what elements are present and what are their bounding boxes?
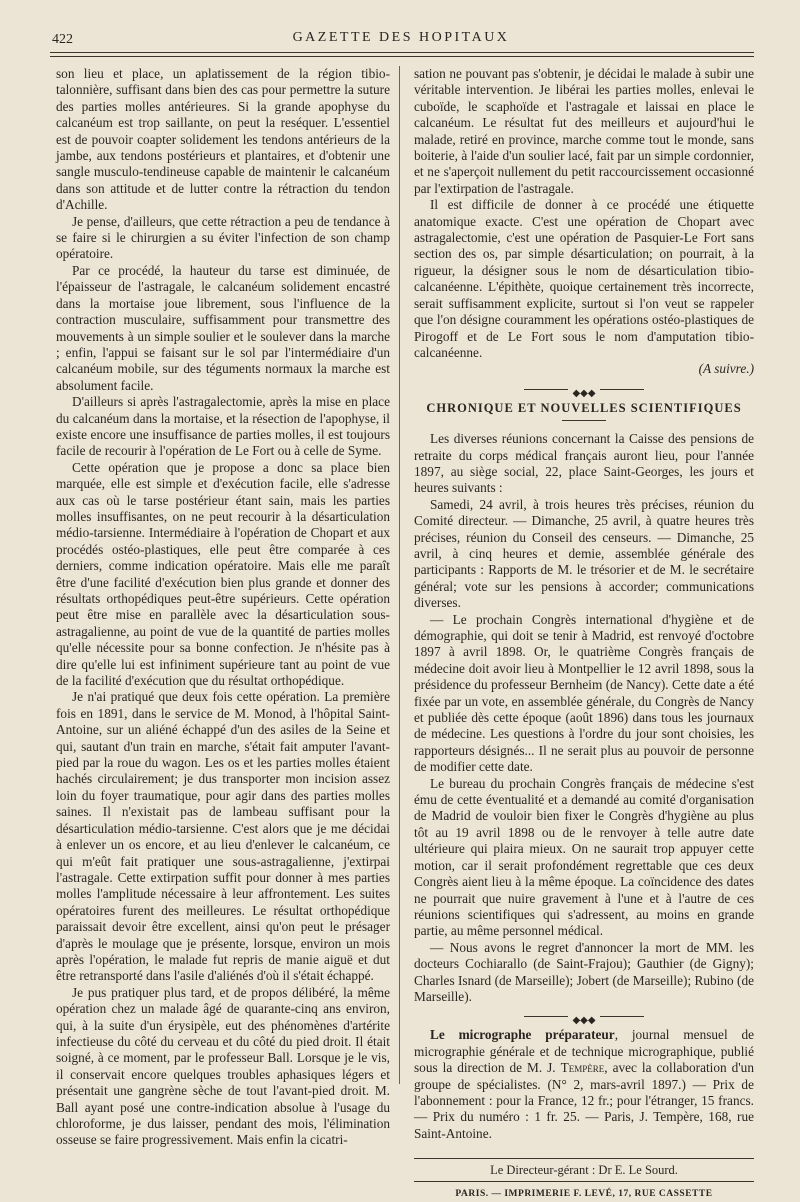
paragraph: Je pense, d'ailleurs, que cette rétraction a peu de tendance à se faire si le chirurgien a su éviter l'infection de son champ opératoire. [56,213,390,262]
section-title: CHRONIQUE ET NOUVELLES SCIENTIFIQUES [426,400,742,415]
journal-title: GAZETTE DES HOPITAUX [292,30,510,45]
paragraph: Par ce procédé, la hauteur du tarse est diminuée, de l'épaisseur de l'astragale, le calcanéum solidement encastré dans la mortaise joue librement, sous l'influence de la contraction musculaire, suffisamment pour transmettre des mouvements à un simple soulier et le soulever dans la marche ; enfin, l'appui se faisant sur le sol par l'intermédiaire d'un calcanéum mobile, sur des téguments normaux la marche est absolument facile. [56,262,390,393]
header-rule [50,52,754,53]
paragraph: Cette opération que je propose a donc sa place bien marquée, elle est simple et d'exécution facile, elle s'adresse aux cas où le tarse postérieur étant sain, mais les parties molles insuffisantes, on ne peut recourir à la désarticulation médio-tarsienne. Intermédiaire à l'opération de Chopart et aux procédés ostéo-plastiques, elle peut être comparée à ces derniers, comme indication opératoire. Mais elle me paraît être d'une facilité d'exécution bien plus grande et donner des résultats orthopédiques peut-être supérieurs. Cette opération peut être mise en parallèle avec la désarticulation sous-astragalienne, au point de vue de la quantité de parties molles qu'elle nécessite pour sa bonne confection. Je n'hésite pas à dire qu'elle lui est infiniment supérieure tant au point de vue de la facilité d'exécution que du résultat orthopédique. [56,459,390,689]
paragraph: sation ne pouvant pas s'obtenir, je décidai le malade à subir une véritable intervention. Je libérai les parties molles, enlevai le cuboïde, le scaphoïde et l'astragale et laissai en place le calcanéum. Le résultat fut des meilleurs et aujourd'hui le malade, retiré en province, marche comme tout le monde, sans boiterie, à l'aide d'un soulier lacé, fait par un simple cordonnier, et ne s'aperçoit nullement du petit raccourcissement occasionné par l'extirpation de l'astragale. [414,66,754,196]
news-paragraph: Le bureau du prochain Congrès français de médecine s'est ému de cette éventualité et a demandé au comité d'organisation de Madrid de vouloir bien fixer le Congrès d'hygiène au plus tôt au 19 avril 1898 ou de le renvoyer à telle autre date ultérieure qui plaira mieux. On ne saurait trop appuyer cette motion, car il serait profondément regrettable que ces deux Congrès aient lieu à la même époque. La coïncidence des dates ne pourrait que nuire gravement à l'une et à l'autre de ces réunions scientifiques qui s'adressent, au moins en grande partie, au même personnel médical. [414,775,754,939]
section-ornament [414,1011,754,1027]
printer-imprint: PARIS. — IMPRIMERIE F. LEVÉ, 17, RUE CASSETTE [455,1188,713,1199]
section-title-rule [562,420,606,421]
news-paragraph: Les diverses réunions concernant la Caisse des pensions de retraite du corps médical français auront lieu, pour l'année 1897, au siège social, 22, place Saint-Georges, les jours et heures suivants : [414,431,754,496]
news-paragraph: — Le prochain Congrès international d'hygiène et de démographie, qui doit se tenir à Madrid, est renvoyé d'octobre 1897 à avril 1898. Or, le quatrième Congrès français de médecine doit avoir lieu à Montpellier le 12 avril 1898, sous la présidence du professeur Bernheim (de Nancy). Cette date a été fixée par un vote, en assemblée générale, du Congrès de Nancy et publiée dès cette époque (août 1896) dans tous les journaux de médecine. Les questions à l'ordre du jour sont choisies, les rapporteurs désignés... Il ne serait plus au pouvoir de personne de modifier cette date. [414,611,754,775]
micrographe-director: Tempère [560,1060,605,1076]
director-line: Le Directeur-gérant : Dr E. Le Sourd. [414,1158,754,1181]
section-ornament [414,384,754,399]
header-rule-double [50,56,754,57]
paragraph: D'ailleurs si après l'astragalectomie, après la mise en place du calcanéum dans la mortaise, et la résection de l'apophyse, il existe encore une insuffisance de parties molles, il est toujours facile de recourir à l'opération de Le Fort ou à celle de Syme. [56,394,390,459]
paragraph: Je n'ai pratiqué que deux fois cette opération. La première fois en 1891, dans le service de M. Monod, à l'hôpital Saint-Antoine, sur un aliéné échappé d'un des asiles de la Seine et qui, sautant d'un train en marche, s'était fait amputer l'avant-pied par la roue du wagon. Les os et les parties molles étaient hachés circulairement; je dus transporter mon incision assez loin du foyer traumatique, pour agir dans des parties molles saines. Il n'existait pas de lambeau suffisant pour la désarticulation médio-tarsienne. C'est alors que je me décidai à enlever un os encore, et au lieu d'enlever le calcanéum, ce qui m'eût fait pratiquer une sous-astragalienne, j'extirpai l'astragale. Cette extirpation suffit pour donner à mes parties molles l'amplitude nécessaire à leur affrontement. Les suites opératoires furent des meilleures. Le résultat orthopédique paraissait devoir être excellent, ainsi qu'on peut le présager d'après le moulage que je présente, lorsque, environ un mois après l'opération, le malade fut repris de manie aiguë et dut être retransporté dans l'asile d'aliénés d'où il s'était échappé. [56,689,390,984]
page-number: 422 [52,32,73,47]
news-paragraph: Samedi, 24 avril, à trois heures très précises, réunion du Comité directeur. — Dimanche, 25 avril, à quatre heures très précises, réunion du Conseil des censeurs. — Dimanche, 25 avril, à cinq heures et demie, assemblée générale des participants : Rapports de M. le trésorier et de M. le secrétaire général; vote sur les pensions à accorder; communications diverses. [414,496,754,611]
ornament-glyph: ◆◆◆ [568,388,599,399]
column-divider [399,66,400,1084]
micrographe-text: , avec la collaboration d'un groupe de spécialistes. (N° 2, mars-avril 1897.) — Prix de l'abonnement : pour la France, 12 fr.; pour l'étranger, 15 francs. — Prix du numéro : 1 fr. 25. — Paris, J. Tempère, 168, rue Saint-Antoine. [414,1060,754,1141]
paragraph: Il est difficile de donner à ce procédé une étiquette anatomique exacte. C'est une opération de Chopart avec astragalectomie, c'est une opération de Pasquier-Le Fort sans section des os, par simple désarticulation; on pourrait, à la rigueur, la désigner sous le nom de désarticulation tibio-calcanéenne. L'épithète, quoique certainement très incorrecte, serait suffisamment explicite, surtout si l'on veut se rappeler que l'on désigne couramment les opérations ostéo-plastiques de Pirogoff et de Le Fort sous le nom d'amputation tibio-calcanéenne. [414,197,754,360]
micrographe-text: , journal mensuel de micrographie générale et de technique micrographique, publié sous la direction de M. J. [414,1027,754,1076]
paragraph: Je pus pratiquer plus tard, et de propos délibéré, la même opération chez un malade âgé de quarante-cinq ans environ, qui, à la suite d'un érysipèle, eut des phénomènes d'artérite infectieuse du côté du cerveau et du côté du pied droit. Il était soigné, à ce moment, par le professeur Ball. Lorsque je le vis, il conservait encore quelques troubles aphasiques légers et présentait une gangrène sèche de tout l'avant-pied droit. M. Ball ayant posé une contre-indication absolue à l'usage du chloroforme, je dus laisser, pendant des mois, l'élimination osseuse se faire progressivement. Mais enfin la cicatri- [56,984,390,1148]
to-be-continued: (A suivre.) [698,361,754,377]
paragraph: son lieu et place, un aplatissement de la région tibio-talonnière, suffisant dans bien des cas pour permettre la suture des parties molles antérieures. Si la grande apophyse du calcanéum est trop saillante, on peut la reséquer. L'essentiel est de pouvoir coapter solidement les tendons antérieurs de la jambe, aux tendons postérieurs et plantaires, et d'obtenir une sangle musculo-tendineuse capable de maintenir le calcanéum dans son attitude et de lutter contre la rétraction du tendon d'Achille. [56,66,390,213]
micrographe-title: Le micrographe préparateur [430,1027,615,1043]
ornament-glyph: ◆◆◆ [568,1015,599,1026]
micrographe-notice [414,1027,754,1142]
news-paragraph: — Nous avons le regret d'annoncer la mort de MM. les docteurs Cochiarallo (de Saint-Frajou); Gauthier (de Gigny); Charles Isnard (de Marseille); Jobert (de Marseille); Rubino (de Marseille). [414,939,754,1004]
left-column [56,66,390,1149]
running-head [48,26,754,50]
right-column [414,66,754,1202]
